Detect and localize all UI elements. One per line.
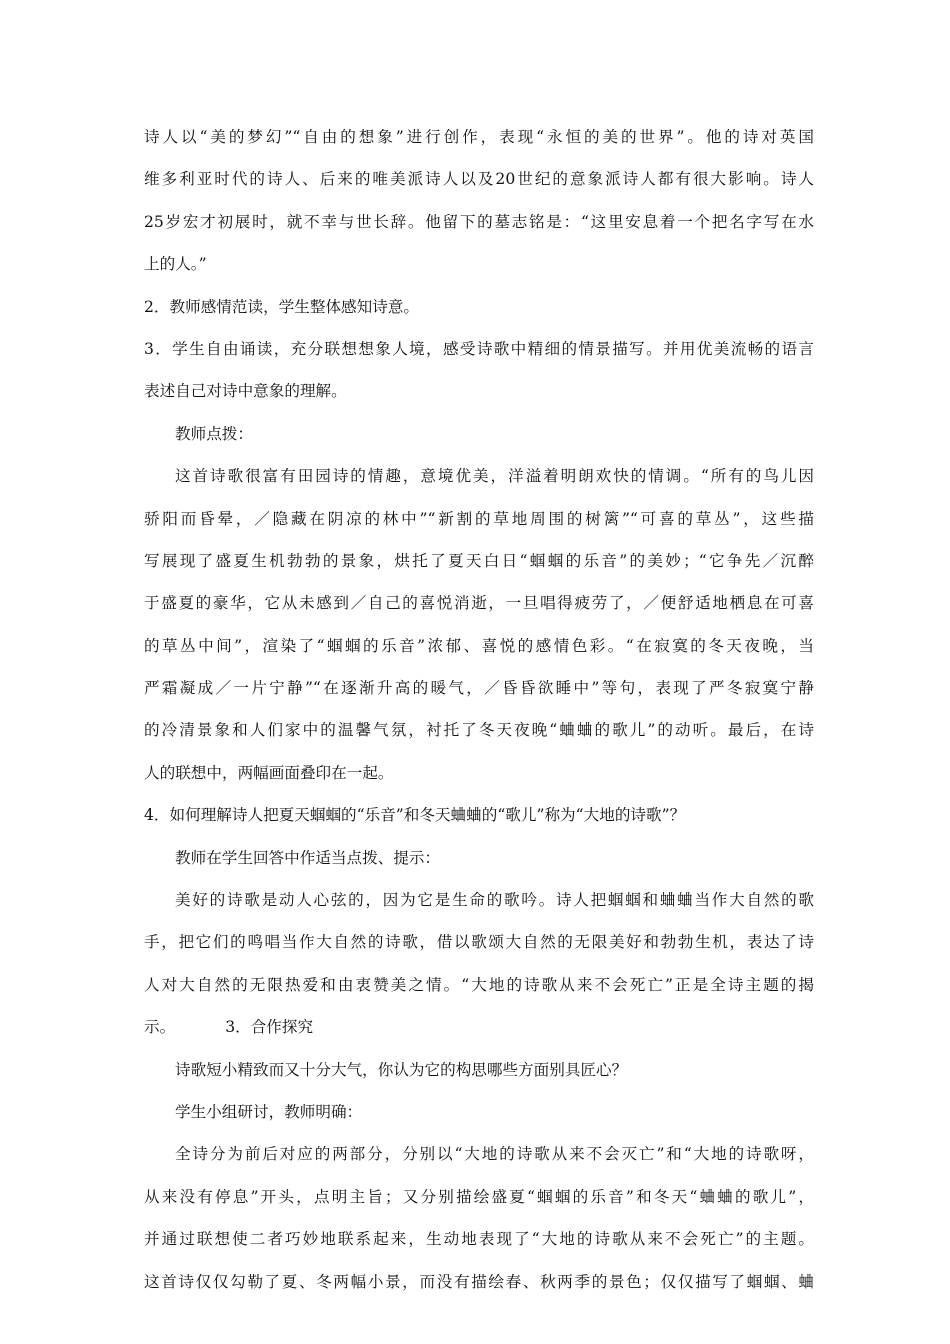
text-line: 并通过联想使二者巧妙地联系起来，生动地表现了“大地的诗歌从来不会死亡”的主题。: [144, 1230, 814, 1249]
text-line: 于盛夏的豪华，它从未感到／自己的喜悦消逝，一旦唱得疲劳了，／便舒适地栖息在可喜: [144, 594, 814, 613]
text-line: 人的联想中，两幅画面叠印在一起。: [144, 763, 394, 782]
text-line: 的冷清景象和人们家中的温馨气氛，衬托了冬天夜晚“蛐蛐的歌儿”的动听。最后，在诗: [144, 721, 814, 740]
text-line: 表述自己对诗中意象的理解。: [144, 382, 347, 401]
numbered-item: 4．如何理解诗人把夏天蝈蝈的“乐音”和冬天蛐蛐的“歌儿”称为“大地的诗歌”？: [144, 806, 686, 825]
text-line: 手，把它们的鸣唱当作大自然的诗歌，借以歌颂大自然的无限美好和勃勃生机，表达了诗: [144, 933, 814, 952]
text-line: 诗人以“美的梦幻”“自由的想象”进行创作，表现“永恒的美的世界”。他的诗对英国: [144, 128, 814, 146]
numbered-item: 3．学生自由诵读，充分联想想象人境，感受诗歌中精细的情景描写。并用优美流畅的语言: [144, 339, 814, 358]
text-fragment: 示。: [144, 1018, 176, 1037]
text-line: 诗歌短小精致而又十分大气，你认为它的构思哪些方面别具匠心？: [175, 1060, 628, 1079]
text-line: 维多利亚时代的诗人、后来的唯美派诗人以及20世纪的意象派诗人都有很大影响。诗人: [144, 170, 814, 189]
text-line: [144, 1006, 814, 1048]
text-line: 这首诗仅仅勾勒了夏、冬两幅小景，而没有描绘春、秋两季的景色；仅仅描写了蝈蝈、蛐: [144, 1272, 814, 1291]
text-line: 人对大自然的无限热爱和由衷赞美之情。“大地的诗歌从来不会死亡”正是全诗主题的揭: [144, 975, 814, 994]
text-line: 上的人。”: [144, 255, 207, 274]
section-heading: 3．合作探究: [225, 1018, 314, 1037]
numbered-item: 2．教师感情范读，学生整体感知诗意。: [144, 297, 420, 316]
text-line: 从来没有停息”开头，点明主旨；又分别描绘盛夏“蝈蝈的乐音”和冬天“蛐蛐的歌儿”，: [144, 1187, 814, 1206]
text-line: 这首诗歌很富有田园诗的情趣，意境优美，洋溢着明朗欢快的情调。“所有的鸟儿因: [175, 467, 814, 486]
text-line: 的草丛中间”，渲染了“蝈蝈的乐音”浓郁、喜悦的感情色彩。“在寂寞的冬天夜晚，当: [144, 636, 814, 655]
section-label: 教师点拨：: [175, 424, 253, 443]
text-line: 写展现了盛夏生机勃勃的景象，烘托了夏天白日“蝈蝈的乐音”的美妙；“它争先／沉醉: [144, 551, 814, 570]
text-line: 骄阳而昏晕，／隐藏在阴凉的林中”“新割的草地周围的树篱”“可喜的草丛”，这些描: [144, 509, 814, 528]
section-label: 学生小组研讨，教师明确：: [175, 1102, 363, 1121]
text-line: 严霜凝成／一片宁静”“在逐渐升高的暖气，／昏昏欲睡中”等句，表现了严冬寂寞宁静: [144, 679, 814, 698]
text-line: 全诗分为前后对应的两部分，分别以“大地的诗歌从来不会灭亡”和“大地的诗歌呀，: [175, 1145, 814, 1164]
text-line: 25岁宏才初展时，就不幸与世长辞。他留下的墓志铭是：“这里安息着一个把名字写在水: [144, 212, 814, 231]
section-label: 教师在学生回答中作适当点拨、提示：: [175, 848, 441, 867]
document-body: [144, 116, 814, 1303]
text-line: 美好的诗歌是动人心弦的，因为它是生命的歌吟。诗人把蝈蝈和蛐蛐当作大自然的歌: [175, 891, 814, 910]
